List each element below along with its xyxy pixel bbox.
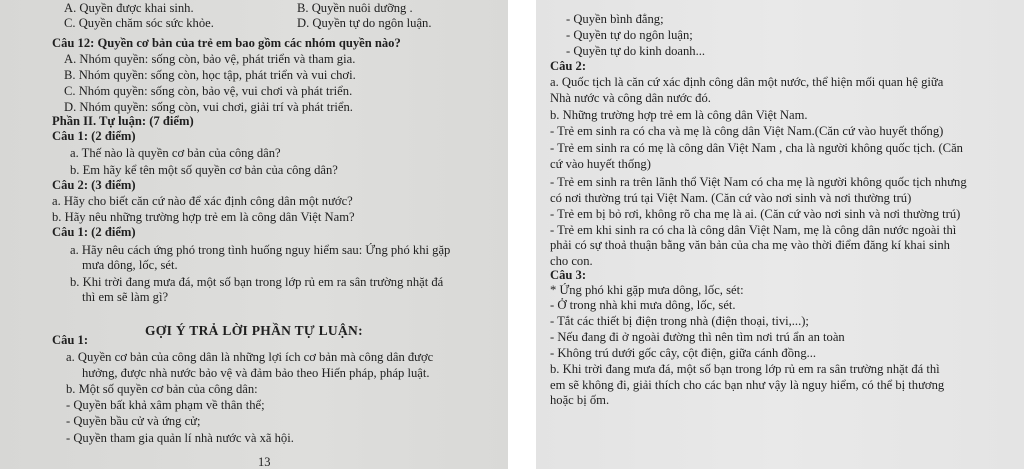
q12-option-a: A. Nhóm quyền: sống còn, bảo vệ, phát triển và tham gia.: [64, 52, 356, 66]
q11-option-d: D. Quyền tự do ngôn luận.: [297, 16, 432, 30]
citizen-case-2-line1: - Trẻ em sinh ra có mẹ là công dân Việt Nam , cha là người không quốc tịch. (Căn: [550, 141, 963, 155]
citizen-case-1: - Trẻ em sinh ra có cha và mẹ là công dân Việt Nam.(Căn cứ vào huyết thống): [550, 124, 944, 138]
answer-q2-a-line2: Nhà nước và công dân nước đó.: [550, 91, 711, 105]
storm-step-1: - Ở trong nhà khi mưa dông, lốc, sét.: [550, 298, 736, 312]
left-page: [0, 0, 508, 469]
q11-option-a: A. Quyền được khai sinh.: [64, 1, 194, 15]
right-item-1: - Quyền bất khả xâm phạm về thân thể;: [66, 398, 265, 412]
answer-q1-a-line1: a. Quyền cơ bản của công dân là những lợi ích cơ bản mà công dân được: [66, 350, 434, 364]
answer-q1-a-line2: hưởng, được nhà nước bảo vệ và đảm bảo theo Hiến pháp, pháp luật.: [82, 366, 430, 380]
citizen-case-5-line2: phải có sự thoả thuận bằng văn bản của cha mẹ vào thời điểm đăng kí khai sinh: [550, 238, 950, 252]
citizen-case-3-line1: - Trẻ em sinh ra trên lãnh thổ Việt Nam có cha mẹ là người không quốc tịch nhưng: [550, 175, 967, 189]
right-item-2: - Quyền bầu cử và ứng cử;: [66, 414, 201, 428]
essay-q3-a-line1: a. Hãy nêu cách ứng phó trong tình huống nguy hiểm sau: Ứng phó khi gặp: [70, 243, 451, 257]
storm-response-title: * Ứng phó khi gặp mưa dông, lốc, sét:: [550, 283, 744, 297]
storm-step-3: - Nếu đang đi ở ngoài đường thì nên tìm nơi trú ẩn an toàn: [550, 330, 845, 344]
right-page: [536, 0, 1024, 469]
right-item-5: - Quyền tự do ngôn luận;: [566, 28, 693, 42]
q11-option-c: C. Quyền chăm sóc sức khỏe.: [64, 16, 214, 30]
answer-q2-label: Câu 2:: [550, 59, 587, 73]
page-gutter: [508, 0, 536, 469]
essay-q2-title: Câu 2: (3 điểm): [52, 178, 136, 192]
storm-step-4: - Không trú dưới gốc cây, cột điện, giữa cánh đồng...: [550, 346, 817, 360]
q12-option-b: B. Nhóm quyền: sống còn, học tập, phát triển và vui chơi.: [64, 68, 356, 82]
answer-q3-label: Câu 3:: [550, 268, 587, 282]
answer-q1-label: Câu 1:: [52, 333, 89, 347]
answer-q2-b: b. Những trường hợp trẻ em là công dân Việt Nam.: [550, 108, 808, 122]
hail-answer-line1: b. Khi trời đang mưa đá, một số bạn trong lớp rủ em ra sân trường nhặt đá thì: [550, 362, 940, 376]
citizen-case-2-line2: cứ vào huyết thống): [550, 157, 651, 171]
essay-q2-a: a. Hãy cho biết căn cứ nào để xác định công dân một nước?: [52, 194, 353, 208]
page-number: 13: [258, 455, 271, 469]
essay-q1-title: Câu 1: (2 điểm): [52, 129, 136, 143]
citizen-case-4: - Trẻ em bị bỏ rơi, không rõ cha mẹ là ai. (Căn cứ vào nơi sinh và nơi thường trú): [550, 207, 961, 221]
citizen-case-5-line3: cho con.: [550, 254, 593, 268]
right-item-3: - Quyền tham gia quản lí nhà nước và xã hội.: [66, 431, 294, 445]
answers-heading: GỢI Ý TRẢ LỜI PHẦN TỰ LUẬN:: [145, 323, 363, 338]
answer-q1-b: b. Một số quyền cơ bản của công dân:: [66, 382, 258, 396]
q12-option-d: D. Nhóm quyền: sống còn, vui chơi, giải trí và phát triển.: [64, 100, 353, 114]
answer-q2-a-line1: a. Quốc tịch là căn cứ xác định công dân một nước, thể hiện mối quan hệ giữa: [550, 75, 944, 89]
question-12-title: Câu 12: Quyền cơ bản của trẻ em bao gồm các nhóm quyền nào?: [52, 36, 401, 50]
essay-q3-b-line1: b. Khi trời đang mưa đá, một số bạn trong lớp rủ em ra sân trường nhặt đá: [70, 275, 444, 289]
right-item-6: - Quyền tự do kinh doanh...: [566, 44, 706, 58]
q11-option-b: B. Quyền nuôi dưỡng .: [297, 1, 413, 15]
citizen-case-3-line2: có nơi thường trú tại Việt Nam. (Căn cứ vào nơi sinh và nơi thường trú): [550, 191, 912, 205]
q12-option-c: C. Nhóm quyền: sống còn, bảo vệ, vui chơi và phát triển.: [64, 84, 353, 98]
essay-q3-b-line2: thì em sẽ làm gì?: [82, 290, 169, 304]
essay-q1-b: b. Em hãy kể tên một số quyền cơ bản của công dân?: [70, 163, 338, 177]
citizen-case-5-line1: - Trẻ em khi sinh ra có cha là công dân Việt Nam, mẹ là công dân nước ngoài thì: [550, 223, 957, 237]
storm-step-2: - Tắt các thiết bị điện trong nhà (điện thoại, tivi,...);: [550, 314, 809, 328]
essay-q1-a: a. Thế nào là quyền cơ bản của công dân?: [70, 146, 281, 160]
hail-answer-line2: em sẽ không đi, giải thích cho các bạn như vậy là nguy hiểm, có thể bị thương: [550, 378, 945, 392]
essay-q3-a-line2: mưa dông, lốc, sét.: [82, 258, 178, 272]
essay-q3-title: Câu 1: (2 điểm): [52, 225, 136, 239]
hail-answer-line3: hoặc bị ốm.: [550, 393, 610, 407]
essay-q2-b: b. Hãy nêu những trường hợp trẻ em là công dân Việt Nam?: [52, 210, 355, 224]
right-item-4: - Quyền bình đẳng;: [566, 12, 664, 26]
part-2-title: Phần II. Tự luận: (7 điểm): [52, 114, 194, 128]
